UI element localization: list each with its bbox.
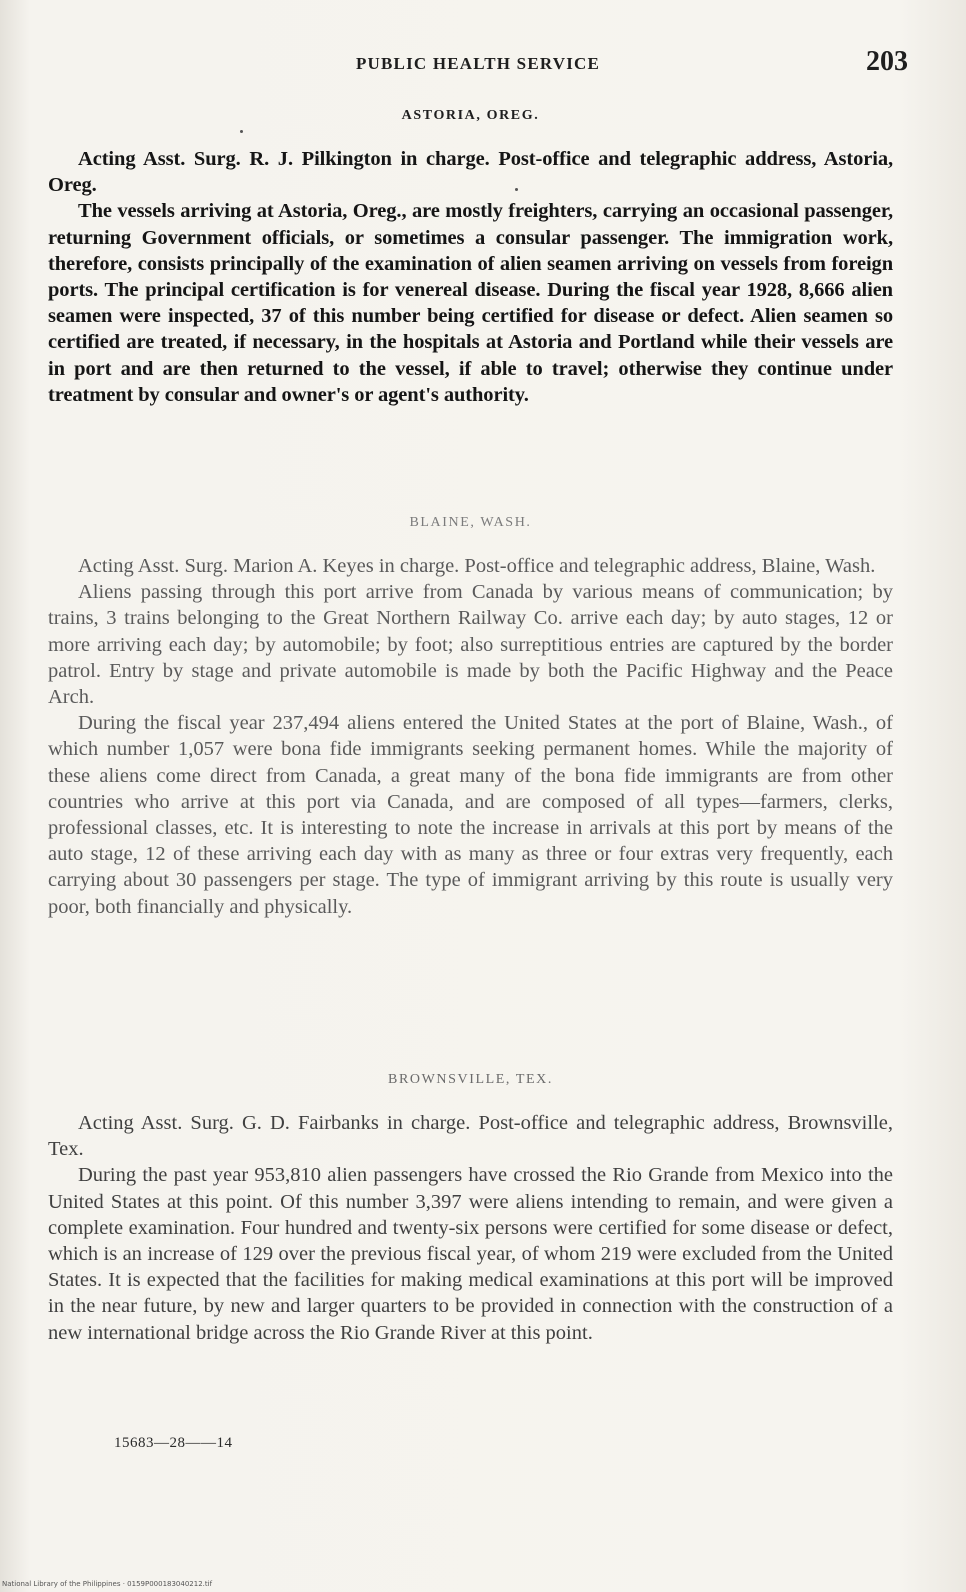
paragraph: The vessels arriving at Astoria, Oreg., are mostly freighters, carrying an occasional passenger, returning Government officials, or sometimes a consular passenger. The immigration work, therefore, consists principally of the examination of alien seamen arriving on vessels from foreign ports. The principal certification is for venereal disease. During the fiscal year 1928, 8,666 alien seamen were inspected, 37 of this number being certified for disease or defect. Alien seamen so certified are treated, if necessary, in the hospitals at Astoria and Portland while their vessels are in port and are then returned to the vessel, if able to travel; otherwise they continue under treatment by consular and owner's or agent's authority. (48, 200, 893, 406)
paragraph: Acting Asst. Surg. Marion A. Keyes in charge. Post-office and telegraphic address, Blaine, Wash. (78, 555, 876, 577)
paragraph: During the past year 953,810 alien passengers have crossed the Rio Grande from Mexico into the United States at this point. Of this number 3,397 were aliens intending to remain, and were given a complete examination. Four hundred and twenty-six persons were certified for some disease or defect, which is an increase of 129 over the previous fiscal year, of whom 219 were excluded from the United States. It is expected that the facilities for making medical examinations at this port will be improved in the near future, by new and larger quarters to be provided in connection with the construction of a new international bridge across the Rio Grande River at this point. (48, 1164, 893, 1344)
scan-speck (515, 188, 518, 191)
section-brownsville (48, 1072, 893, 1346)
paragraph: Acting Asst. Surg. G. D. Fairbanks in charge. Post-office and telegraphic address, Brownsville, Tex. (48, 1112, 893, 1161)
paragraph: During the fiscal year 237,494 aliens entered the United States at the port of Blaine, Wash., of which number 1,057 were bona fide immigrants seeking permanent homes. While the majority of these aliens come direct from Canada, a great many of the bona fide immigrants are from other countries who arrive at this port via Canada, and are composed of all types—farmers, clerks, professional classes, etc. It is interesting to note the increase in arrivals at this port by means of the auto stage, 12 of these arriving each day with as many as three or four extras very frequently, each carrying about 30 passengers per stage. The type of immigrant arriving by this route is usually very poor, both financially and physically. (48, 712, 893, 918)
paragraph: Aliens passing through this port arrive from Canada by various means of communication; by trains, 3 trains belonging to the Great Northern Railway Co. arrive each day; by auto stages, 12 or more arriving each day; by automobile; by foot; also surreptitious entries are captured by the border patrol. Entry by stage and private automobile is made by both the Pacific Highway and the Peace Arch. (48, 581, 893, 709)
section-blaine (48, 515, 893, 920)
scan-credit: National Library of the Philippines · 0159P000183040212.tif (2, 1580, 213, 1588)
scan-speck (240, 130, 243, 133)
section-astoria (48, 108, 893, 408)
section-heading: BLAINE, WASH. (409, 515, 532, 530)
paragraph: Acting Asst. Surg. R. J. Pilkington in charge. Post-office and telegraphic address, Astoria, Oreg. (48, 148, 893, 197)
section-heading: BROWNSVILLE, TEX. (388, 1072, 553, 1087)
running-head (48, 46, 908, 90)
printer-imprint: 15683—28——14 (114, 1435, 233, 1451)
running-title: PUBLIC HEALTH SERVICE (355, 54, 601, 73)
page-number: 203 (866, 46, 908, 77)
section-heading: ASTORIA, OREG. (401, 108, 540, 123)
